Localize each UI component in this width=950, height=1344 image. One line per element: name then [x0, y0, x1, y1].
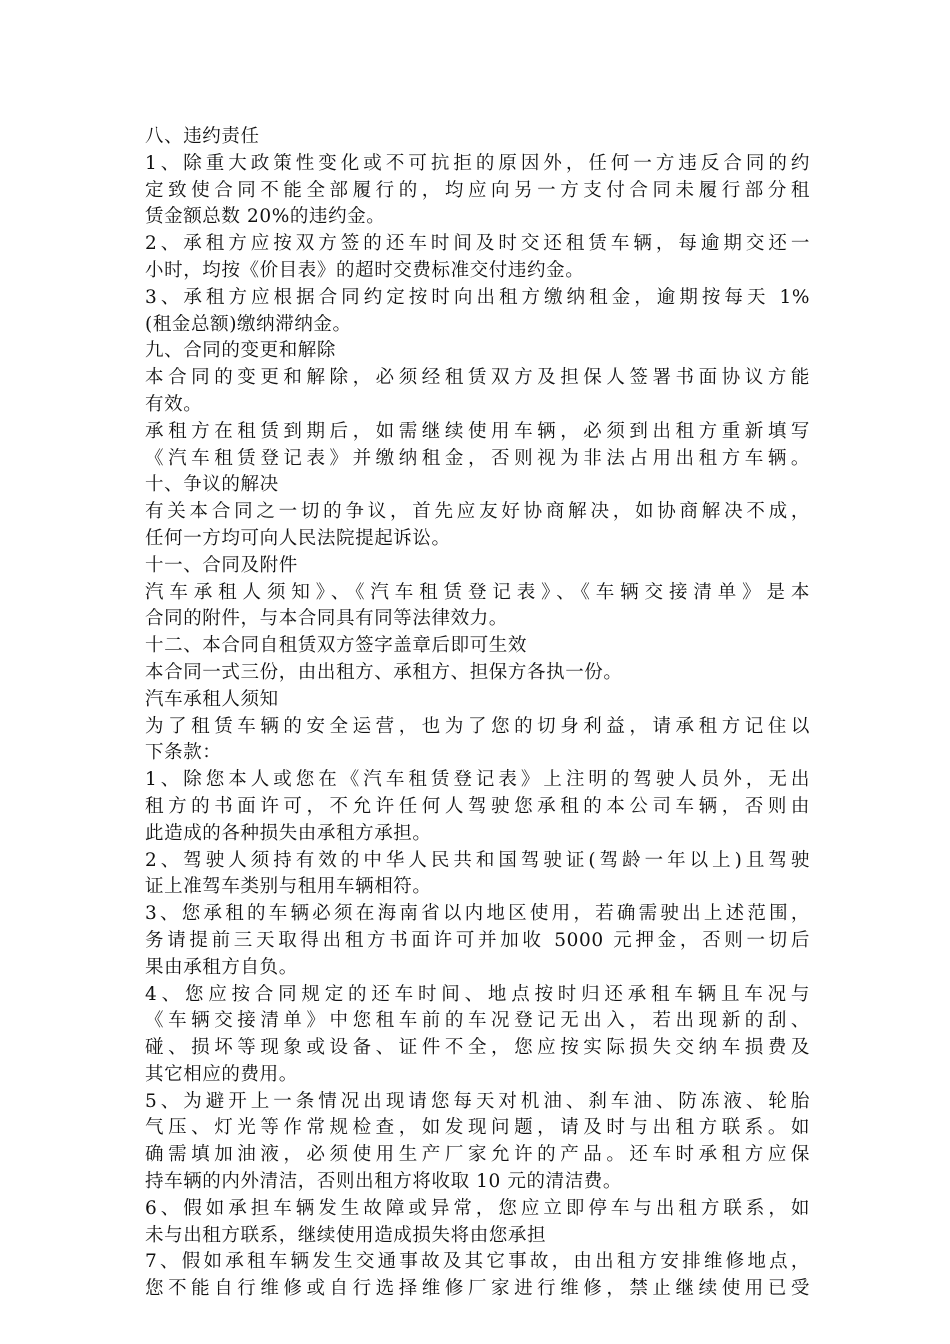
text-line: 定致使合同不能全部履行的，均应向另一方支付合同未履行部分租	[145, 179, 810, 201]
text-line: 4、您应按合同规定的还车时间、地点按时归还承租车辆且车况与	[145, 983, 810, 1005]
text-line: 八、违约责任	[145, 126, 260, 147]
text-line: 十、争议的解决	[145, 474, 279, 496]
text-line: 为了租赁车辆的安全运营，也为了您的切身利益，请承租方记住以	[145, 715, 810, 737]
text-line: 3、承租方应根据合同约定按时向出租方缴纳租金，逾期按每天 1%	[145, 286, 810, 308]
text-line: 您不能自行维修或自行选择维修厂家进行维修，禁止继续使用已受	[145, 1278, 810, 1300]
text-line: 有关本合同之一切的争议，首先应友好协商解决，如协商解决不成，	[145, 501, 810, 523]
text-line: 任何一方均可向人民法院提起诉讼。	[145, 527, 451, 549]
text-line: 碰、损坏等现象或设备、证件不全，您应按实际损失交纳车损费及	[145, 1037, 810, 1059]
text-line: (租金总额)缴纳滞纳金。	[145, 313, 352, 335]
text-line: 十二、本合同自租赁双方签字盖章后即可生效	[145, 635, 528, 657]
text-line: 十一、合同及附件	[145, 554, 298, 576]
text-line: 5、为避开上一条情况出现请您每天对机油、刹车油、防冻液、轮胎	[145, 1090, 810, 1112]
text-line: 持车辆的内外清洁，否则出租方将收取 10 元的清洁费。	[145, 1171, 623, 1193]
text-line: 下条款：	[145, 742, 222, 764]
text-line: 有效。	[145, 393, 203, 415]
text-line: 未与出租方联系，继续使用造成损失将由您承担	[145, 1224, 547, 1246]
text-line: 赁金额总数 20%的违约金。	[145, 206, 386, 228]
text-line: 2、承租方应按双方签的还车时间及时交还租赁车辆，每逾期交还一	[145, 233, 810, 255]
text-line: 合同的附件，与本合同具有同等法律效力。	[145, 608, 508, 630]
text-line: 务请提前三天取得出租方书面许可并加收 5000 元押金，否则一切后	[145, 929, 810, 951]
text-line: 气压、灯光等作常规检查，如发现问题，请及时与出租方联系。如	[145, 1117, 810, 1139]
text-line: 《车辆交接清单》中您租车前的车况登记无出入，若出现新的刮、	[145, 1010, 810, 1032]
text-line: 汽车承租人须知	[145, 688, 279, 710]
text-line: 本合同的变更和解除，必须经租赁双方及担保人签署书面协议方能	[145, 367, 810, 389]
text-line: 证上准驾车类别与租用车辆相符。	[145, 876, 432, 898]
text-line: 汽车承租人须知》、《汽车租赁登记表》、《车辆交接清单》是本	[145, 581, 810, 603]
text-line: 1、除您本人或您在《汽车租赁登记表》上注明的驾驶人员外，无出	[145, 769, 810, 791]
text-line: 2、驾驶人须持有效的中华人民共和国驾驶证(驾龄一年以上)且驾驶	[145, 849, 810, 871]
text-line: 6、假如承担车辆发生故障或异常，您应立即停车与出租方联系，如	[145, 1197, 810, 1219]
text-line: 1、除重大政策性变化或不可抗拒的原因外，任何一方违反合同的约	[145, 152, 810, 174]
text-line: 承租方在租赁到期后，如需继续使用车辆，必须到出租方重新填写	[145, 420, 810, 442]
text-line: 确需填加油液，必须使用生产厂家允许的产品。还车时承租方应保	[145, 1144, 810, 1166]
text-line: 本合同一式三份，由出租方、承租方、担保方各执一份。	[145, 661, 623, 683]
document-body	[145, 124, 810, 1303]
text-line: 《汽车租赁登记表》并缴纳租金，否则视为非法占用出租方车辆。	[145, 447, 810, 469]
text-line: 小时，均按《价目表》的超时交费标准交付违约金。	[145, 259, 585, 281]
text-line: 其它相应的费用。	[145, 1063, 298, 1085]
text-line: 租方的书面许可，不允许任何人驾驶您承租的本公司车辆，否则由	[145, 795, 810, 817]
text-line: 3、您承租的车辆必须在海南省以内地区使用，若确需驶出上述范围，	[145, 903, 810, 925]
text-line: 此造成的各种损失由承租方承担。	[145, 822, 432, 844]
text-line: 九、合同的变更和解除	[145, 340, 337, 362]
text-line: 7、假如承租车辆发生交通事故及其它事故，由出租方安排维修地点，	[145, 1251, 810, 1273]
text-line: 果由承租方自负。	[145, 956, 298, 978]
